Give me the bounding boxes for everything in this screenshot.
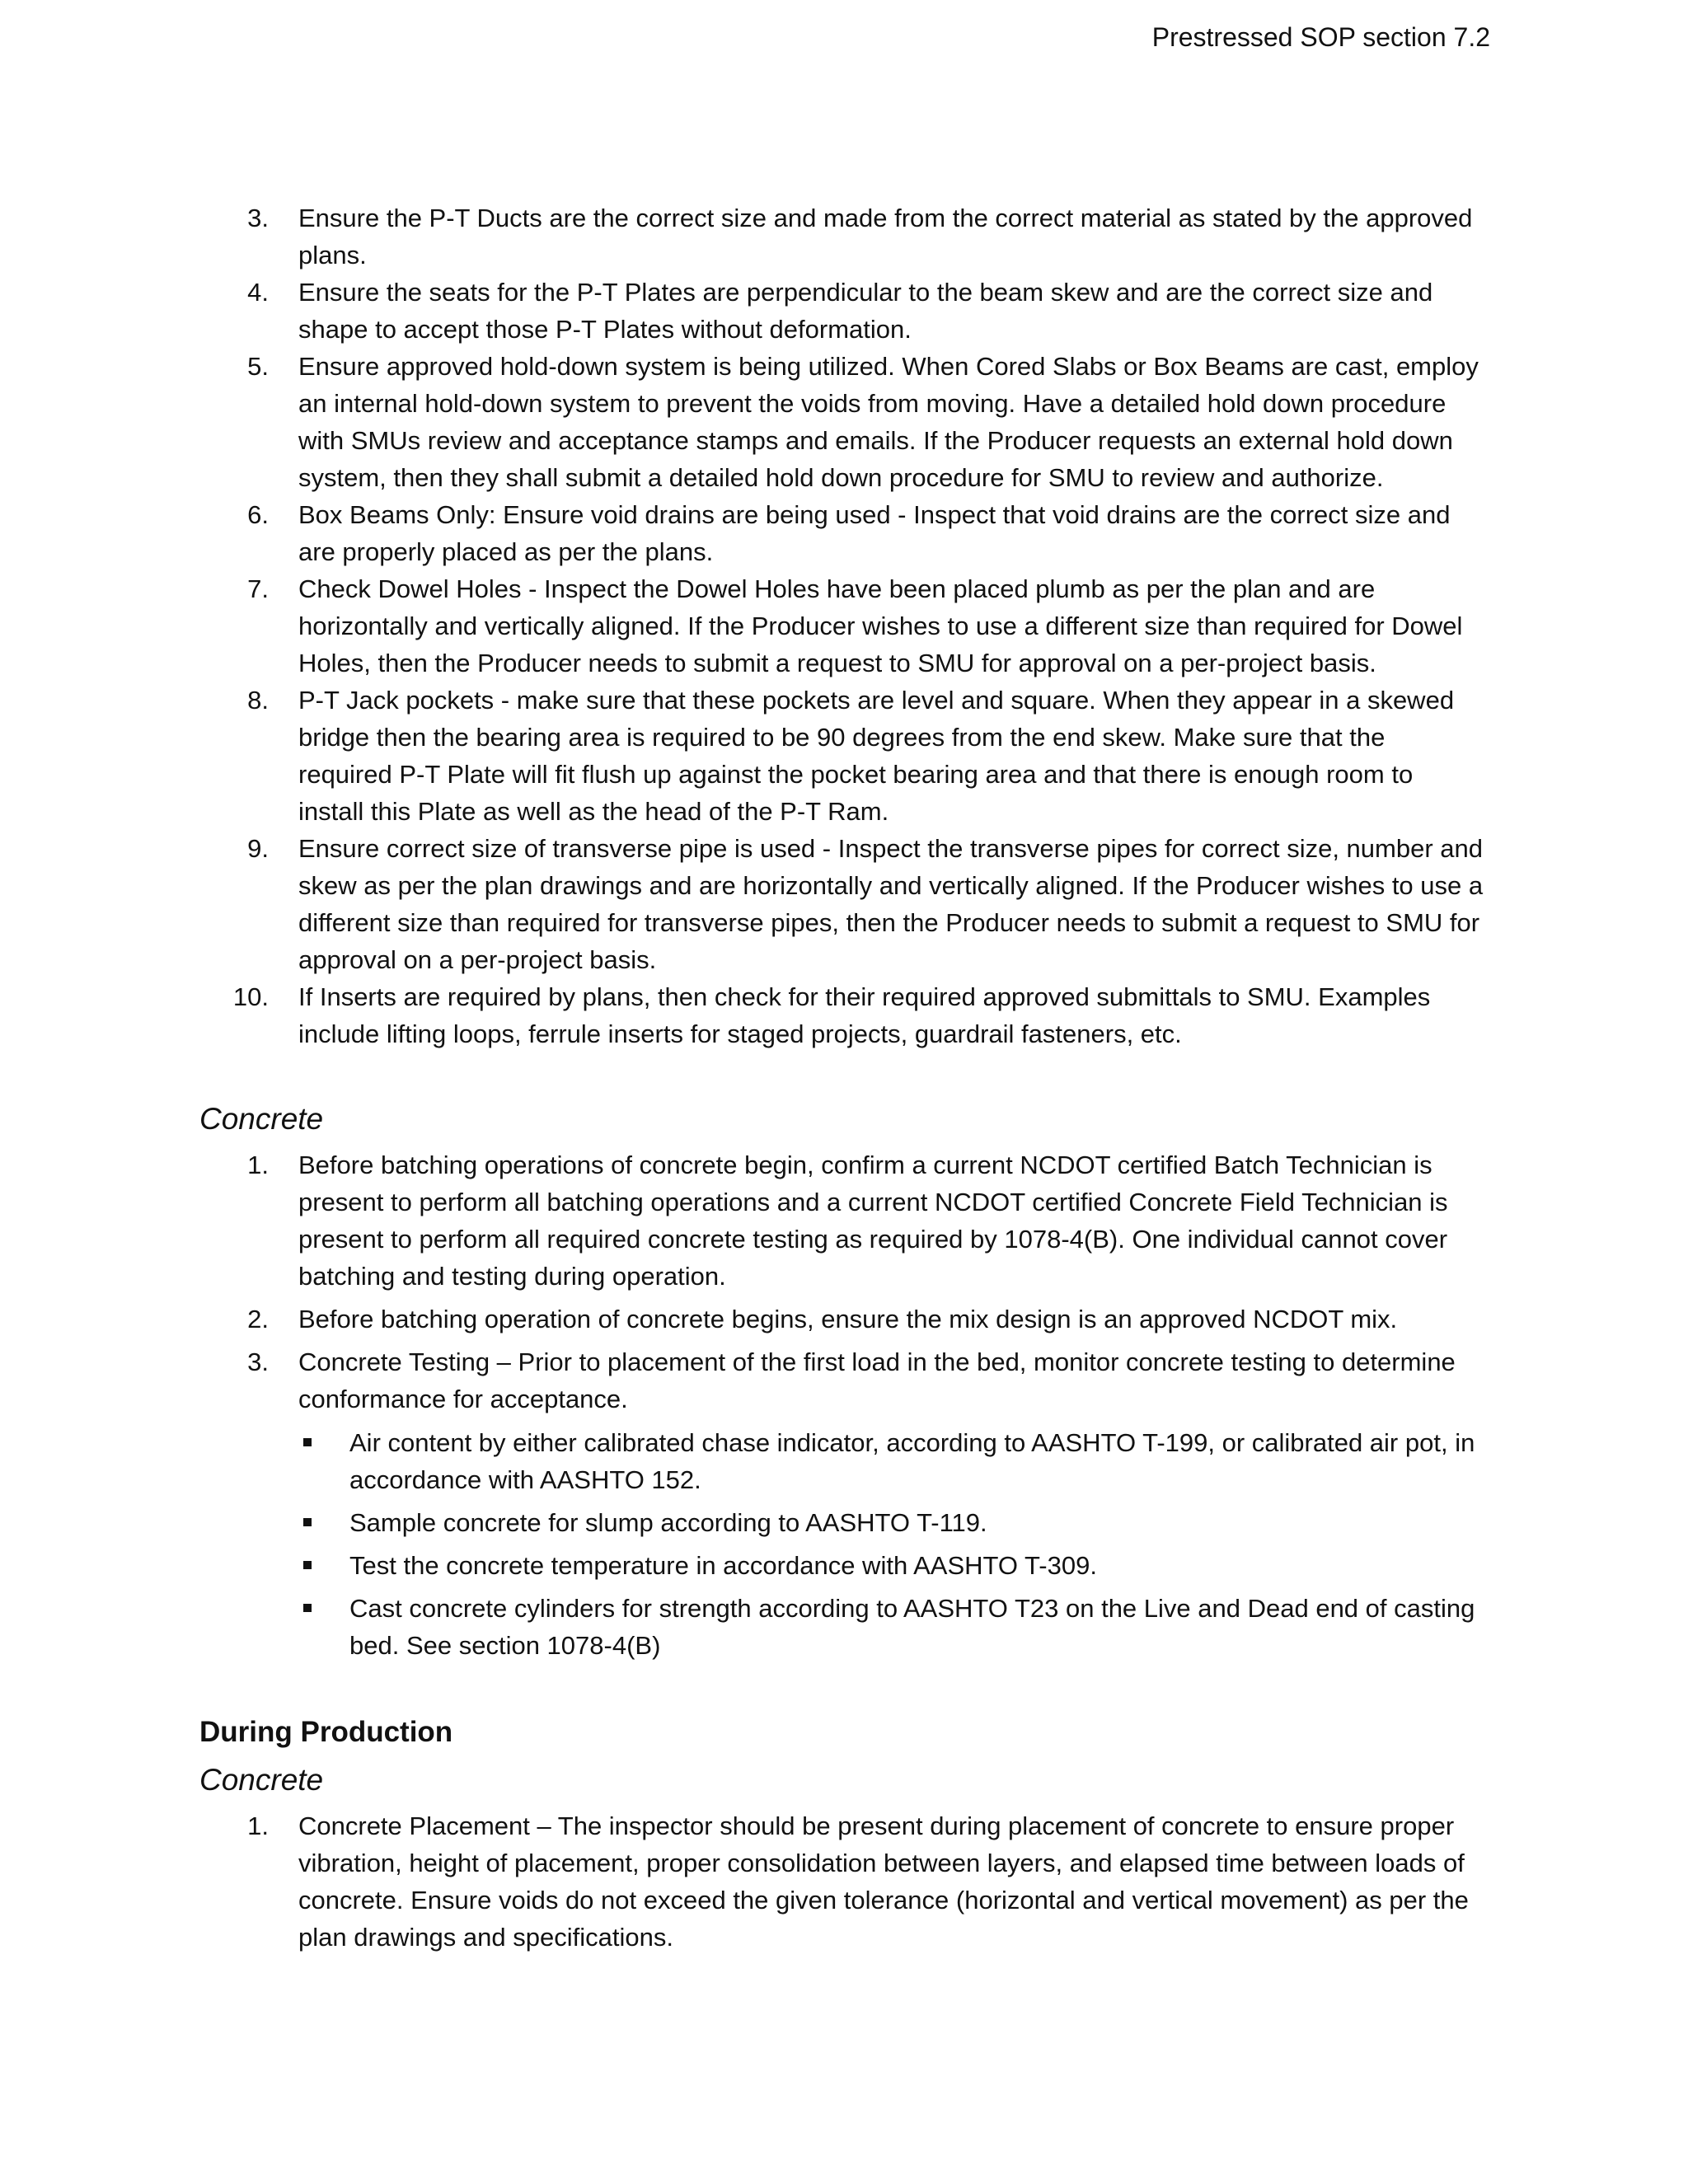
list-item <box>199 1807 1485 1956</box>
bullet-item <box>298 1590 1485 1664</box>
list-number: 3. <box>247 204 269 232</box>
list-item <box>199 274 1485 348</box>
list-number: 1. <box>247 1811 269 1840</box>
list-number: 1. <box>247 1151 269 1179</box>
list-text: Check Dowel Holes - Inspect the Dowel Holes have been placed plumb as per the plan and are horizontally and vertically aligned. If the Producer wishes to use a different size than required for Dowel Holes, then the Producer needs to submit a request to SMU for approval on a per-project basis. <box>298 574 1463 677</box>
list-number: 3. <box>247 1347 269 1376</box>
bullet-item <box>298 1547 1485 1584</box>
list-text: Box Beams Only: Ensure void drains are being used - Inspect that void drains are the correct size and are properly placed as per the plans. <box>298 500 1451 566</box>
list-text: If Inserts are required by plans, then check for their required approved submittals to SMU. Examples include lifting loops, ferrule inserts for staged projects, guardrail fasteners, etc. <box>298 982 1431 1048</box>
list-number: 2. <box>247 1305 269 1333</box>
list-number: 9. <box>247 834 269 863</box>
list-text: Ensure the seats for the P-T Plates are perpendicular to the beam skew and are the correct size and shape to accept those P-T Plates without deformation. <box>298 278 1433 344</box>
list-text: Ensure the P-T Ducts are the correct size and made from the correct material as stated by the approved plans. <box>298 204 1473 269</box>
square-bullet-icon <box>303 1518 312 1526</box>
list-item <box>199 978 1485 1052</box>
inspection-list <box>0 199 1485 1052</box>
list-number: 7. <box>247 574 269 603</box>
document-body <box>0 199 1688 1956</box>
square-bullet-icon <box>303 1561 312 1569</box>
list-text: Ensure correct size of transverse pipe is used - Inspect the transverse pipes for correct size, number and skew as per the plan drawings and are horizontally and vertically aligned. If the Producer wishes to use a different size than required for transverse pipes, then the Producer needs to submit a request to SMU for approval on a per-project basis. <box>298 834 1484 974</box>
list-text: P-T Jack pockets - make sure that these pockets are level and square. When they appear in a skewed bridge then the bearing area is required to be 90 degrees from the end skew. Make sure that the required P-T Plate will fit flush up against the pocket bearing area and that there is enough room to install this Plate as well as the head of the P-T Ram. <box>298 686 1455 826</box>
bullet-item <box>298 1424 1485 1498</box>
list-text: Before batching operations of concrete begin, confirm a current NCDOT certified Batch Technician is present to perform all batching operations and a current NCDOT certified Concrete Field Technician is present to perform all required concrete testing as required by 1078-4(B). One individual cannot cover batching and testing during operation. <box>298 1151 1448 1291</box>
list-number: 8. <box>247 686 269 715</box>
bullet-text: Test the concrete temperature in accordance with AASHTO T-309. <box>349 1551 1097 1580</box>
list-item <box>199 570 1485 682</box>
list-item <box>199 1146 1485 1295</box>
list-item <box>199 1301 1485 1338</box>
during-production-heading: During Production <box>199 1716 453 1748</box>
concrete-heading: Concrete <box>199 1102 324 1136</box>
list-number: 4. <box>247 278 269 307</box>
list-number: 5. <box>247 352 269 381</box>
list-item <box>199 199 1485 274</box>
list-item <box>199 496 1485 570</box>
list-text: Before batching operation of concrete begins, ensure the mix design is an approved NCDOT mix. <box>298 1305 1398 1333</box>
concrete-heading-2: Concrete <box>199 1763 324 1797</box>
testing-bullet-list <box>298 1424 1485 1664</box>
list-item <box>199 682 1485 830</box>
list-number: 10. <box>232 982 269 1011</box>
list-text: Ensure approved hold-down system is being utilized. When Cored Slabs or Box Beams are cast, employ an internal hold-down system to prevent the voids from moving. Have a detailed hold down procedure with SMUs review and acceptance stamps and emails. If the Producer requests an external hold down system, then they shall submit a detailed hold down procedure for SMU to review and authorize. <box>298 352 1479 492</box>
bullet-item <box>298 1504 1485 1541</box>
list-text: Concrete Placement – The inspector should be present during placement of concrete to ensure proper vibration, height of placement, proper consolidation between layers, and elapsed time between loads of concrete. Ensure voids do not exceed the given tolerance (horizontal and vertical movement) as per the plan drawings and specifications. <box>298 1811 1469 1952</box>
bullet-text: Sample concrete for slump according to AASHTO T-119. <box>349 1508 987 1537</box>
bullet-text: Air content by either calibrated chase indicator, according to AASHTO T-199, or calibrated air pot, in accordance with AASHTO 152. <box>349 1428 1475 1494</box>
list-number: 6. <box>247 500 269 529</box>
page-header: Prestressed SOP section 7.2 <box>1151 22 1490 52</box>
list-item <box>199 348 1485 496</box>
concrete-list <box>0 1146 1485 1664</box>
list-text: Concrete Testing – Prior to placement of the first load in the bed, monitor concrete testing to determine conformance for acceptance. <box>298 1347 1456 1413</box>
square-bullet-icon <box>303 1604 312 1612</box>
production-list <box>0 1807 1485 1956</box>
list-item <box>199 830 1485 978</box>
square-bullet-icon <box>303 1438 312 1446</box>
bullet-text: Cast concrete cylinders for strength according to AASHTO T23 on the Live and Dead end of casting bed. See section 1078-4(B) <box>349 1594 1475 1660</box>
list-item <box>199 1343 1485 1664</box>
